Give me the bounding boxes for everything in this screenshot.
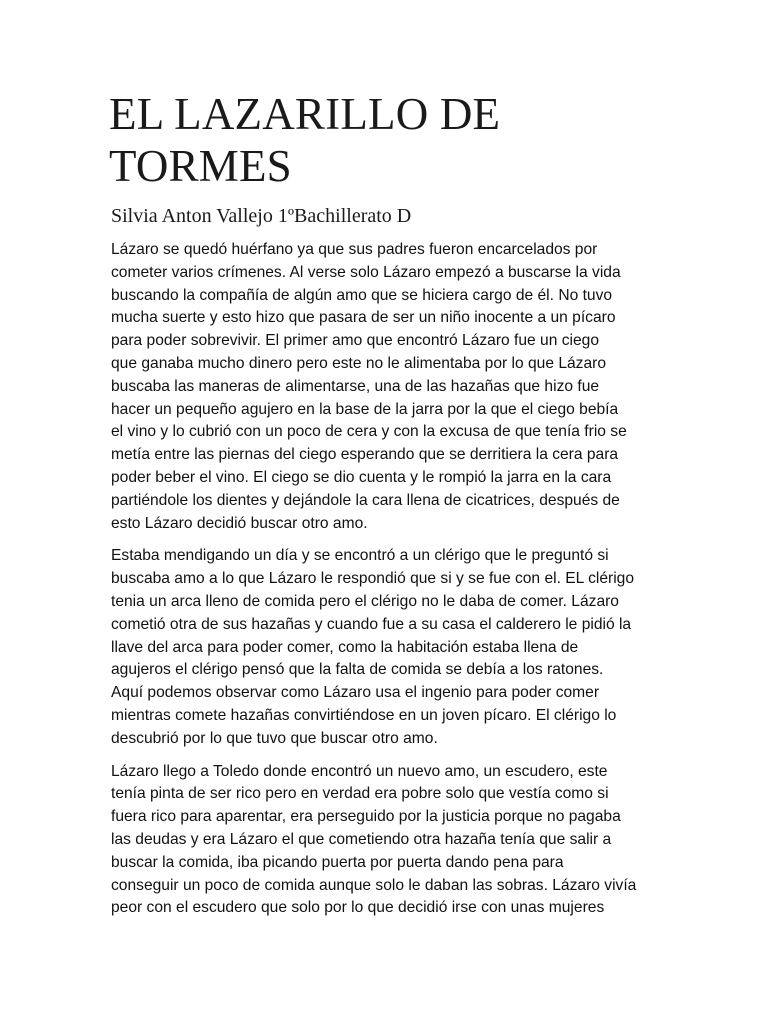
- text-line: las deudas y era Lázaro el que cometiendo otra hazaña tenía que salir a: [111, 830, 612, 848]
- paragraph-3: [111, 761, 659, 921]
- text-line: partiéndole los dientes y dejándole la cara llena de cicatrices, después de: [111, 491, 620, 509]
- text-line: cometer varios crímenes. Al verse solo Lázaro empezó a buscarse la vida: [111, 263, 621, 281]
- text-line: mucha suerte y esto hizo que pasara de ser un niño inocente a un pícaro: [111, 309, 616, 327]
- text-line: mientras comete hazañas convirtiéndose en un joven pícaro. El clérigo lo: [111, 706, 617, 724]
- author-subtitle: Silvia Anton Vallejo 1ºBachillerato D: [111, 205, 412, 227]
- document-title: [109, 88, 669, 192]
- title-line: EL LAZARILLO DE: [109, 89, 501, 139]
- text-line: esto Lázaro decidió buscar otro amo.: [111, 514, 368, 532]
- title-line: TORMES: [109, 141, 292, 191]
- text-line: Lázaro llego a Toledo donde encontró un nuevo amo, un escudero, este: [111, 762, 608, 780]
- text-line: poder beber el vino. El ciego se dio cuenta y le rompió la jarra en la cara: [111, 468, 612, 486]
- document-body: [111, 239, 659, 930]
- text-line: peor con el escudero que solo por lo que decidió irse con unas mujeres: [111, 899, 605, 917]
- text-line: buscando la compañía de algún amo que se hiciera cargo de él. No tuvo: [111, 286, 613, 304]
- text-line: metía entre las piernas del ciego esperando que se derritiera la cera para: [111, 446, 619, 464]
- text-line: que ganaba mucho dinero pero este no le alimentaba por lo que Lázaro: [111, 354, 607, 372]
- text-line: hacer un pequeño agujero en la base de la jarra por la que el ciego bebía: [111, 400, 619, 418]
- text-line: para poder sobrevivir. El primer amo que encontró Lázaro fue un ciego: [111, 332, 600, 350]
- paragraph-1: [111, 239, 659, 535]
- text-line: el vino y lo cubrió con un poco de cera y con la excusa de que tenía frio se: [111, 423, 627, 441]
- text-line: agujeros el clérigo pensó que la falta de comida se debía a los ratones.: [111, 661, 604, 679]
- text-line: Lázaro se quedó huérfano ya que sus padres fueron encarcelados por: [111, 241, 598, 258]
- paragraph-2: [111, 545, 659, 750]
- text-line: Aquí podemos observar como Lázaro usa el ingenio para poder comer: [111, 684, 600, 702]
- text-line: fuera rico para aparentar, era perseguido por la justicia porque no pagaba: [111, 808, 621, 826]
- text-line: buscar la comida, iba picando puerta por puerta dando pena para: [111, 853, 564, 871]
- text-line: tenía pinta de ser rico pero en verdad era pobre solo que vestía como si: [111, 785, 609, 803]
- text-line: conseguir un poco de comida aunque solo le daban las sobras. Lázaro vivía: [111, 876, 637, 894]
- text-line: llave del arca para poder comer, como la habitación estaba llena de: [111, 638, 579, 656]
- text-line: buscaba las maneras de alimentarse, una de las hazañas que hizo fue: [111, 377, 600, 395]
- text-line: cometió otra de sus hazañas y cuando fue a su casa el calderero le pidió la: [111, 615, 632, 633]
- text-line: Estaba mendigando un día y se encontró a un clérigo que le preguntó si: [111, 547, 609, 565]
- text-line: tenia un arca lleno de comida pero el clérigo no le daba de comer. Lázaro: [111, 592, 619, 610]
- text-line: descubrió por lo que tuvo que buscar otro amo.: [111, 729, 438, 747]
- text-line: buscaba amo a lo que Lázaro le respondió que si y se fue con el. EL clérigo: [111, 570, 635, 588]
